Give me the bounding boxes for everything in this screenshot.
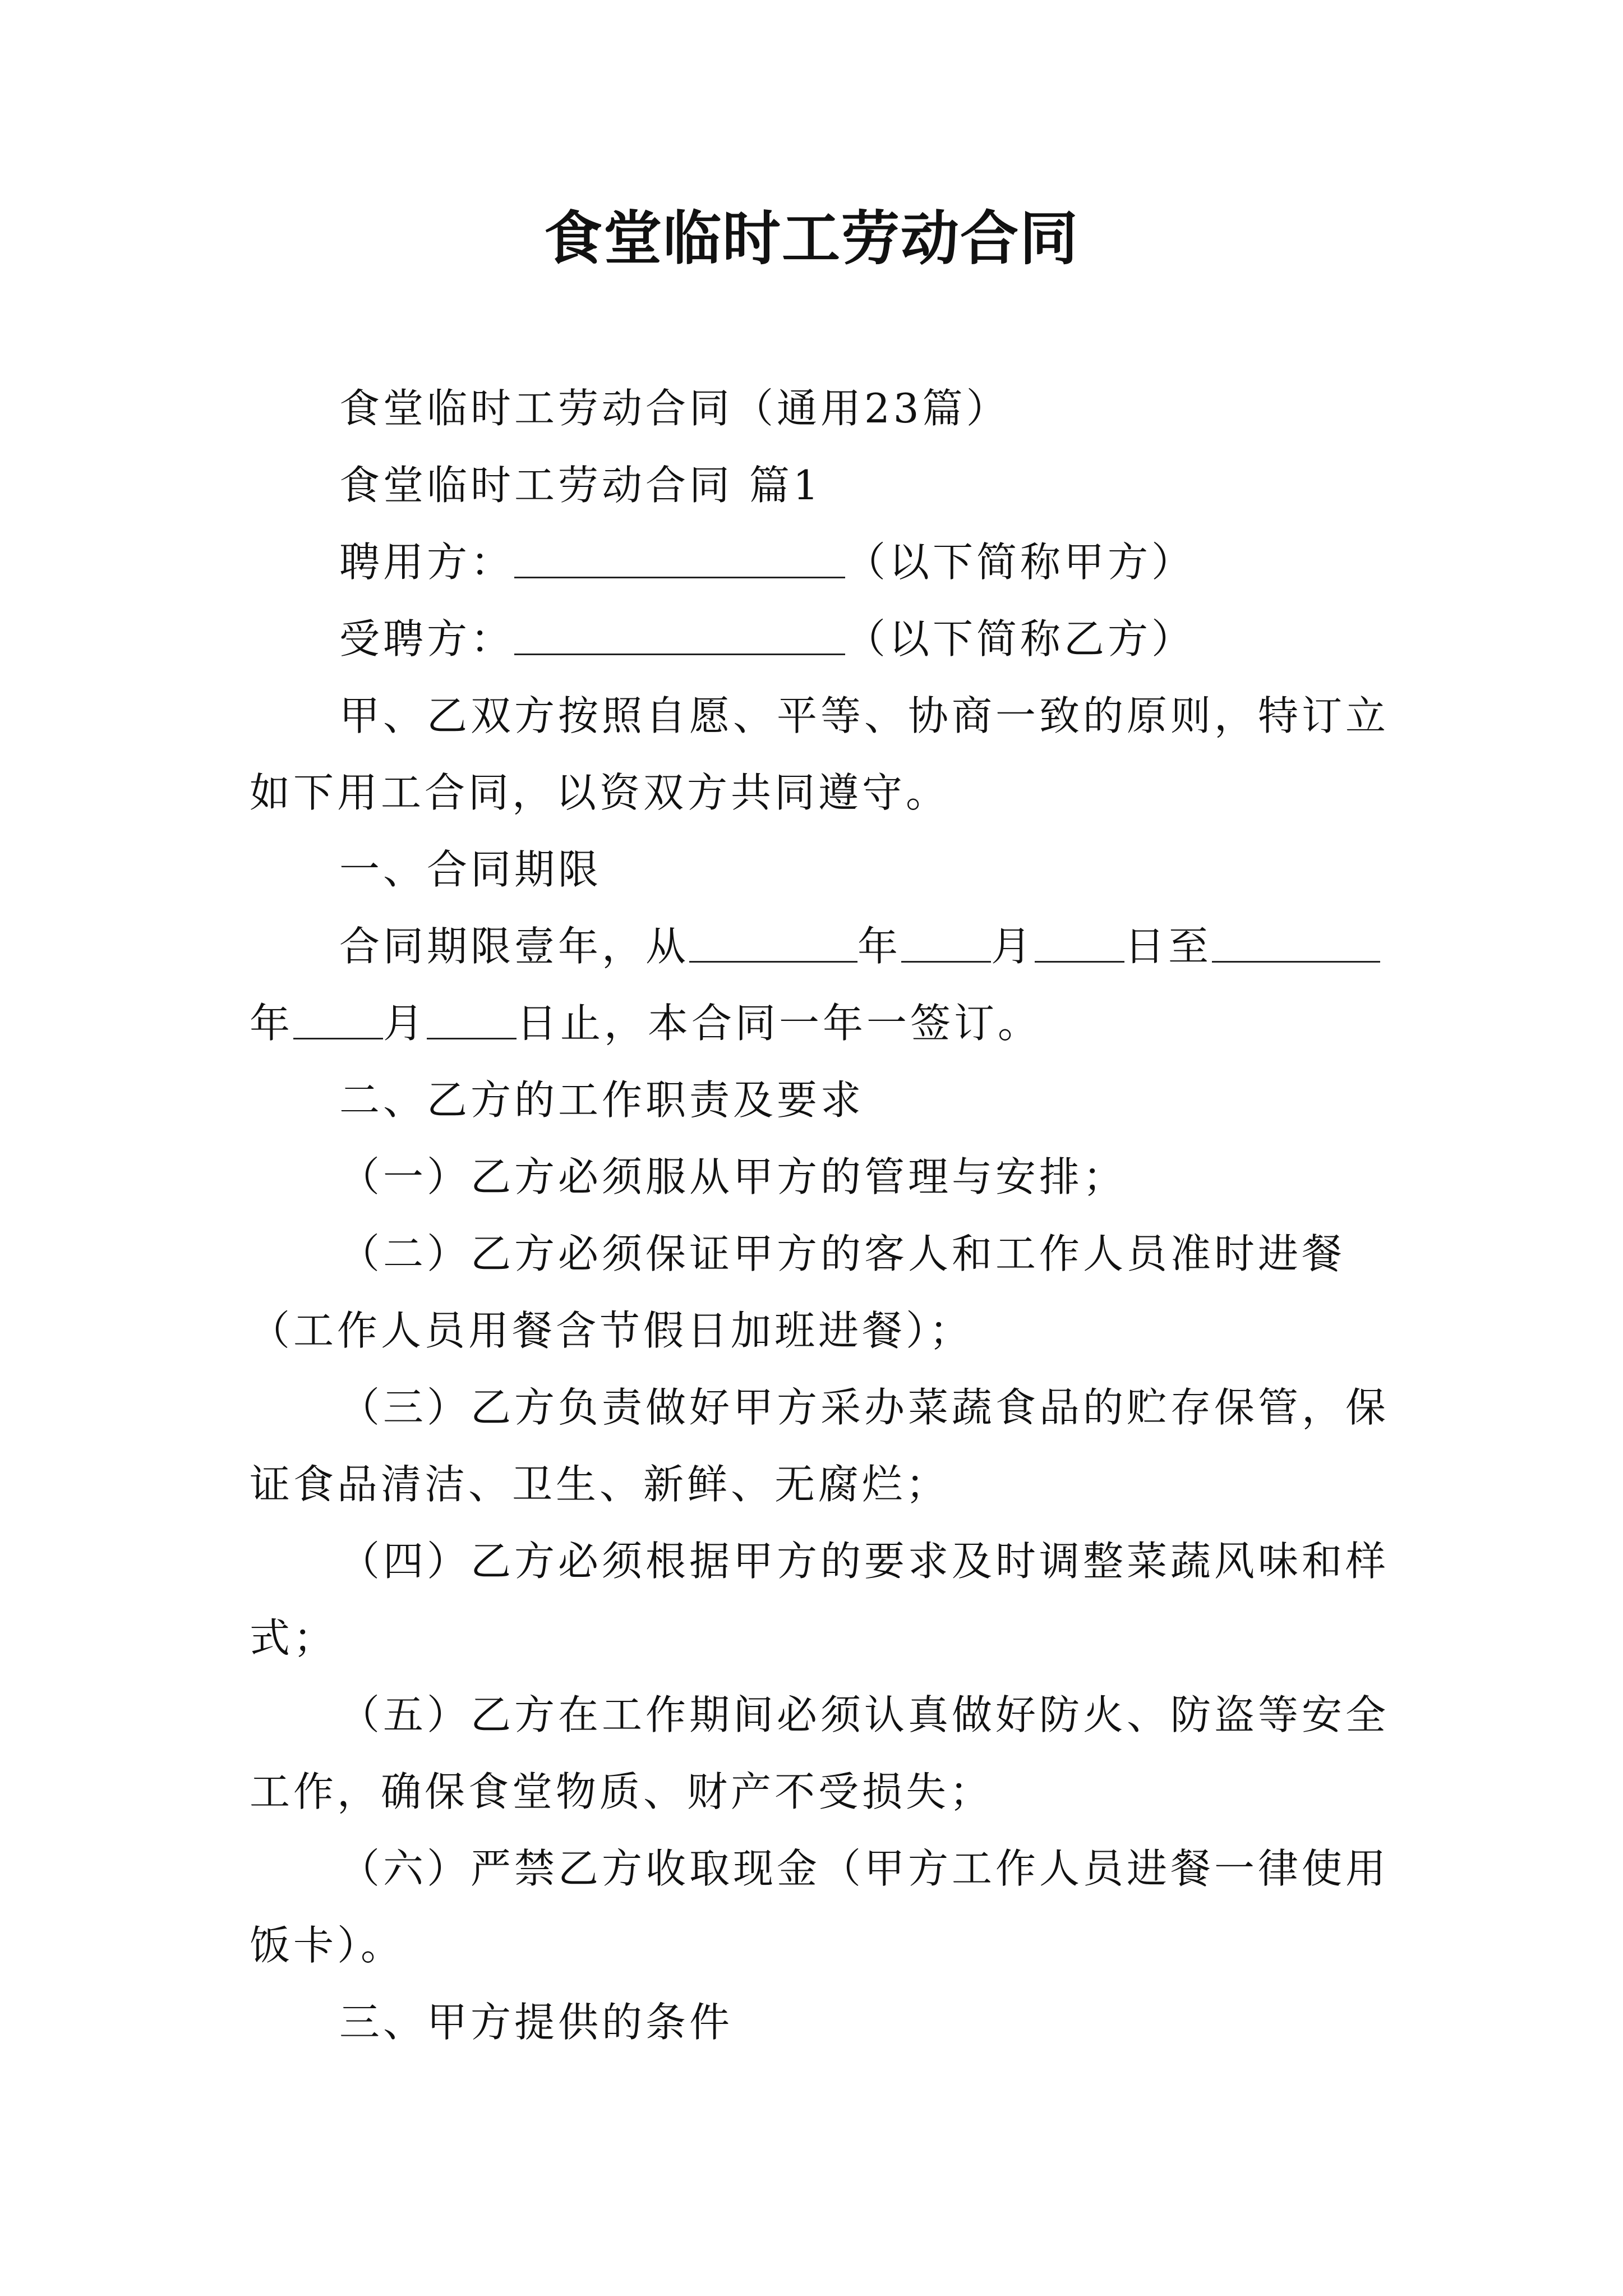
duty-item-6-line-1: （六）严禁乙方收取现金（甲方工作人员进餐一律使用: [339, 1845, 1390, 1892]
intro-line-1: 甲、乙双方按照自愿、平等、协商一致的原则，特订立: [339, 692, 1390, 739]
day-to-label: 日至: [1124, 923, 1212, 970]
heading-duties: 二、乙方的工作职责及要求: [339, 1076, 865, 1124]
end-day-blank: [427, 999, 517, 1039]
heading-contract-term: 一、合同期限: [339, 846, 602, 893]
intro-line-2: 如下用工合同，以资双方共同遵守。: [250, 769, 950, 816]
heading-employer-provisions: 三、甲方提供的条件: [339, 1999, 734, 2046]
term-line-2: [250, 985, 1394, 1062]
duty-item-1: （一）乙方必须服从甲方的管理与安排；: [339, 1153, 1127, 1200]
start-year-blank: [689, 922, 857, 962]
employee-suffix: （以下简称乙方）: [845, 615, 1196, 662]
month-label-2: 月: [383, 1000, 427, 1047]
document-body: [250, 370, 1394, 2061]
employee-line: [250, 601, 1394, 678]
duty-item-2-line-2: （工作人员用餐含节假日加班进餐）；: [250, 1307, 974, 1354]
employer-blank: [514, 538, 845, 578]
employer-line: [250, 524, 1394, 601]
subtitle: 食堂临时工劳动合同（通用23篇）: [339, 385, 1010, 432]
employee-label: 受聘方：: [339, 615, 515, 662]
employer-suffix: （以下简称甲方）: [845, 539, 1196, 586]
section-heading: 食堂临时工劳动合同 篇1: [339, 462, 822, 509]
duty-item-4-line-1: （四）乙方必须根据甲方的要求及时调整菜蔬风味和样: [339, 1538, 1390, 1585]
duty-item-5-line-1: （五）乙方在工作期间必须认真做好防火、防盗等安全: [339, 1691, 1390, 1738]
duty-item-3-line-1: （三）乙方负责做好甲方采办菜蔬食品的贮存保管，保: [339, 1384, 1390, 1431]
term-line-1: [250, 908, 1394, 985]
duty-item-4-line-2: 式；: [250, 1614, 338, 1662]
term-start-text: 合同期限壹年，从: [339, 923, 690, 970]
month-label: 月: [991, 923, 1035, 970]
year-label: 年: [857, 923, 902, 970]
employee-blank: [514, 615, 845, 655]
end-month-blank: [293, 999, 383, 1039]
duty-item-3-line-2: 证食品清洁、卫生、新鲜、无腐烂；: [250, 1461, 950, 1508]
start-day-blank: [1035, 922, 1124, 962]
employer-label: 聘用方：: [339, 539, 515, 586]
day-end-text: 日止，本合同一年一签订。: [517, 1000, 1042, 1047]
year-label-2: 年: [250, 1000, 294, 1047]
duty-item-6-line-2: 饭卡）。: [250, 1922, 405, 1969]
start-month-blank: [901, 922, 991, 962]
duty-item-2-line-1: （二）乙方必须保证甲方的客人和工作人员准时进餐: [339, 1230, 1346, 1277]
end-year-blank: [1212, 922, 1380, 962]
document-title: 食堂临时工劳动合同: [543, 204, 1079, 273]
duty-item-5-line-2: 工作，确保食堂物质、财产不受损失；: [250, 1768, 994, 1815]
